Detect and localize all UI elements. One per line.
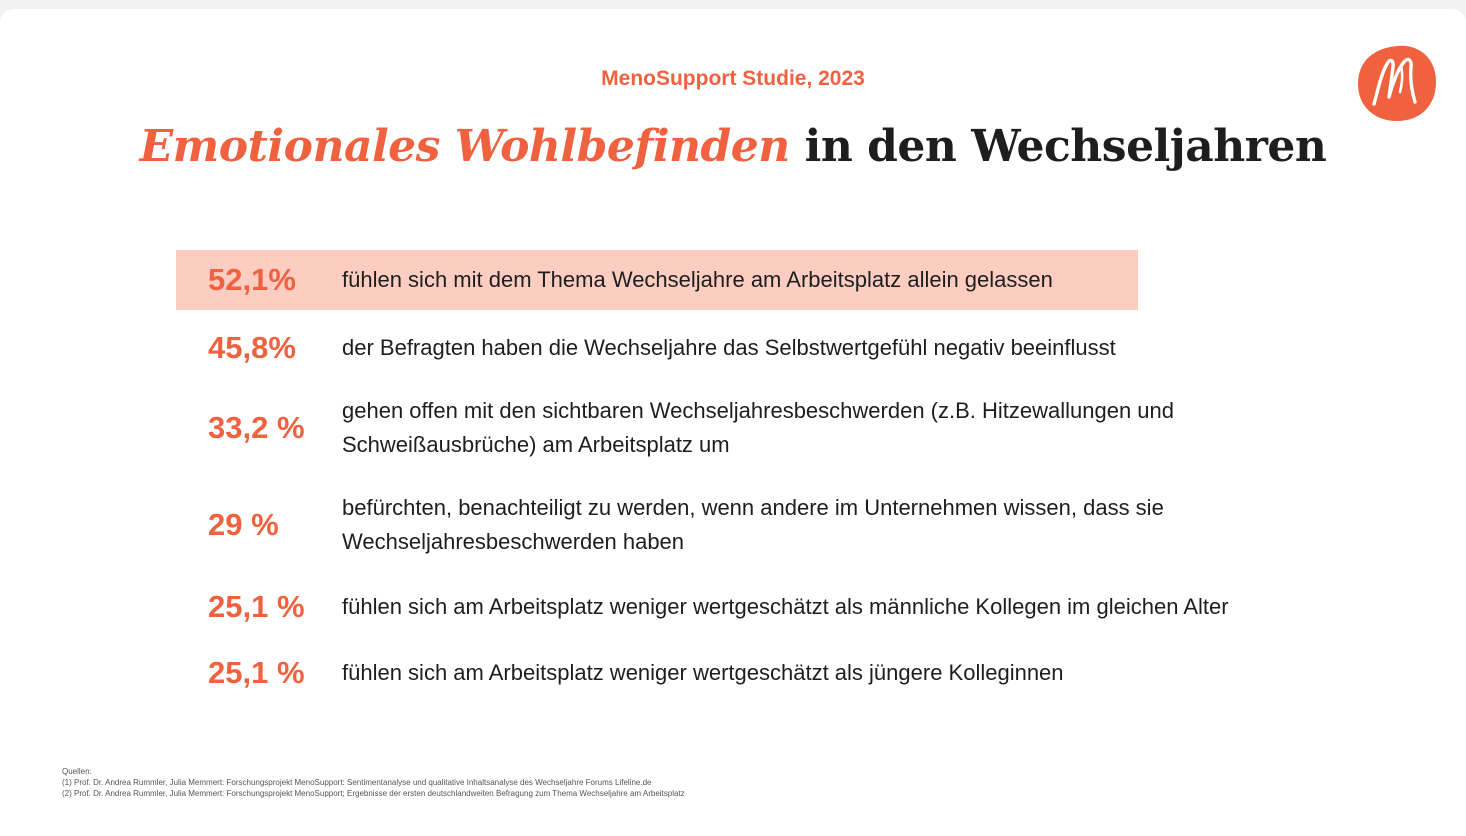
stat-value: 33,2 % bbox=[208, 410, 305, 445]
source-item: (2) Prof. Dr. Andrea Rummler, Julia Memmert: Forschungsprojekt MenoSupport; Ergebnisse der ersten deutschlandweiten Befragung zum Thema Wechseljahre am Arbeitsplatz bbox=[62, 789, 685, 798]
stat-value: 25,1 % bbox=[208, 589, 305, 624]
stat-description: fühlen sich mit dem Thema Wechseljahre am Arbeitsplatz allein gelassen bbox=[342, 267, 1053, 292]
stat-description: fühlen sich am Arbeitsplatz weniger wertgeschätzt als männliche Kollegen im gleichen Alter bbox=[342, 594, 1229, 619]
stat-value: 29 % bbox=[208, 507, 279, 542]
source-item: (1) Prof. Dr. Andrea Rummler, Julia Memmert: Forschungsprojekt MenoSupport: Sentimentanalyse und qualitative Inhaltsanalyse des Wechseljahre Forums Lifeline.de bbox=[62, 778, 652, 787]
sources-footnote bbox=[62, 766, 685, 799]
stat-description: gehen offen mit den sichtbaren Wechseljahresbeschwerden (z.B. Hitzewallungen und Schweißausbrüche) am Arbeitsplatz um bbox=[342, 398, 1175, 457]
page-title bbox=[0, 121, 1466, 172]
study-kicker: MenoSupport Studie, 2023 bbox=[601, 67, 865, 90]
stat-value: 52,1% bbox=[208, 262, 296, 297]
stat-value: 25,1 % bbox=[208, 655, 305, 690]
stat-row-3 bbox=[176, 393, 1326, 463]
sources-heading: Quellen: bbox=[62, 767, 92, 776]
stat-description: fühlen sich am Arbeitsplatz weniger wertgeschätzt als jüngere Kolleginnen bbox=[342, 660, 1064, 685]
title-rest: in den Wechseljahren bbox=[789, 121, 1327, 172]
stat-row-5 bbox=[176, 589, 1376, 625]
stat-row-6 bbox=[176, 655, 1326, 691]
stat-description: befürchten, benachteiligt zu werden, wenn andere im Unternehmen wissen, dass sie Wechseljahresbeschwerden haben bbox=[342, 495, 1164, 554]
stat-value: 45,8% bbox=[208, 330, 296, 365]
title-accent: Emotionales Wohlbefinden bbox=[139, 121, 790, 172]
slide bbox=[0, 9, 1466, 836]
meno-m-logo-icon bbox=[1357, 44, 1437, 122]
stat-row-4 bbox=[176, 490, 1326, 560]
stat-row-2 bbox=[176, 330, 1326, 366]
stat-row-1 bbox=[176, 250, 1138, 310]
stat-description: der Befragten haben die Wechseljahre das Selbstwertgefühl negativ beeinflusst bbox=[342, 335, 1116, 360]
